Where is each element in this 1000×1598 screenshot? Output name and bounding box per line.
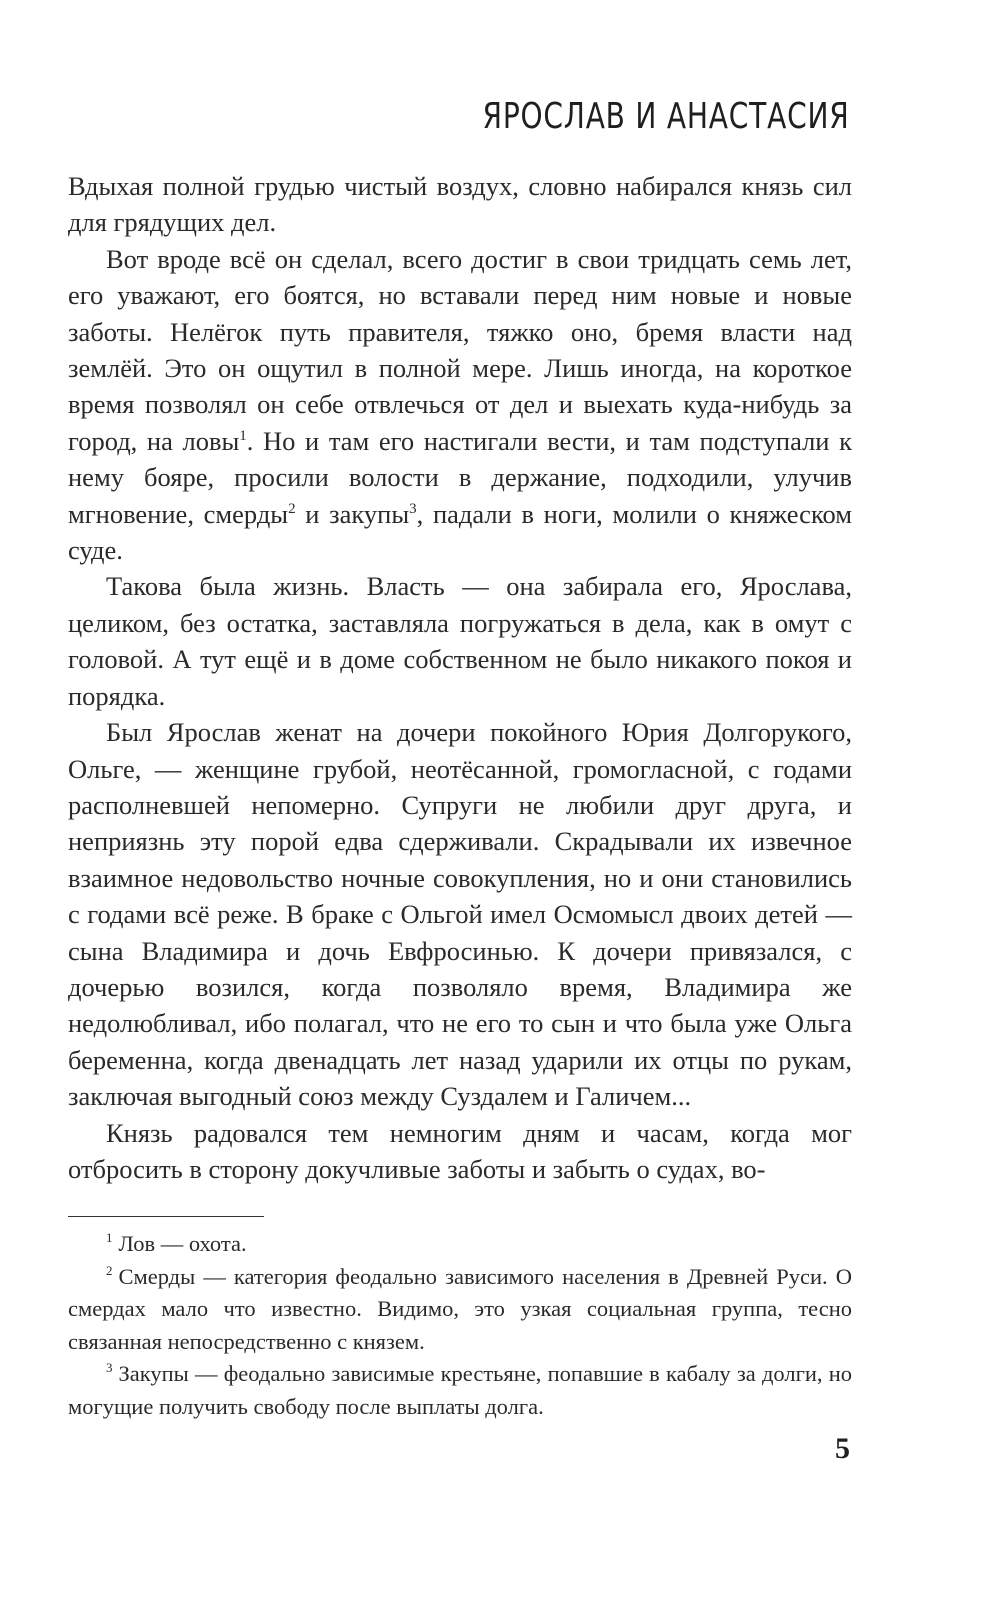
footnote-mark-3: 3: [106, 1360, 113, 1375]
running-head: ЯРОСЛАВ И АНАСТАСИЯ: [482, 96, 850, 137]
paragraph-2-part-3: и закупы: [295, 498, 410, 529]
paragraph-5: Князь радовался тем немногим дням и часам, когда мог отбросить в сторону докучливые заботы и забыть о судах, во-: [68, 1117, 852, 1184]
footnote-text-1: Лов — охота.: [118, 1231, 247, 1256]
footnote-1: [68, 1228, 852, 1261]
footnote-3: [68, 1358, 852, 1423]
footnote-ref-3: 3: [409, 500, 417, 517]
footnote-mark-1: 1: [106, 1230, 113, 1245]
paragraph-4: Был Ярослав женат на дочери покойного Юрия Долгорукого, Ольге, — женщине грубой, неотёсанной, громогласной, с годами располневшей непомерно. Супруги не любили друг друга, и неприязнь эту порой едва сдерживали. Скрадывали их извечное взаимное недовольство ночные совокупления, но и они становились с годами всё реже. В браке с Ольгой имел Осмомысл двоих детей — сына Владимира и дочь Евфросинью. К дочери привязался, с дочерью возился, когда позволяло время, Владимира же недолюбливал, ибо полагал, что не его то сын и что была уже Ольга беременна, когда двенадцать лет назад ударили их отцы по рукам, заключая выгодный союз между Суздалем и Галичем...: [68, 717, 852, 1112]
paragraph-2-part-1: Вот вроде всё он сделал, всего достиг в свои тридцать семь лет, его уважают, его боятся, но вставали перед ним новые и новые заботы. Нелёгок путь правителя, тяжко оно, бремя власти над землёй. Это он ощутил в полной мере. Лишь иногда, на короткое время позволял он себе отвлечься от дел и выехать куда-нибудь за город, на ловы: [68, 243, 852, 456]
page-number: 5: [835, 1432, 850, 1465]
paragraph-2-part-2: . Но и там его настигали вести, и там подступали к нему бояре, просили волости в держание, подходили, улучив мгновение, смерды: [68, 425, 852, 529]
footnote-mark-2: 2: [106, 1262, 113, 1278]
footnote-ref-1: 1: [239, 427, 247, 444]
footnote-2: [68, 1261, 852, 1359]
footnote-text-3: Закупы — феодально зависимые крестьяне, попавшие в кабалу за долги, но могущие получить свободу после выплаты долга.: [68, 1361, 852, 1419]
footnote-text-2: Смерды — категория феодально зависимого населения в Древней Руси. О смердах мало что известно. Видимо, это узкая социальная группа, тесно связанная непосредственно с князем.: [68, 1263, 852, 1354]
footnote-separator: [68, 1216, 264, 1217]
paragraph-1: Вдыхая полной грудью чистый воздух, словно набирался князь сил для грядущих дел.: [68, 171, 852, 238]
footnotes: [68, 1228, 852, 1423]
paragraph-2: [68, 241, 852, 569]
footnote-ref-2: 2: [288, 500, 296, 517]
main-text: [68, 168, 852, 1187]
paragraph-3: Такова была жизнь. Власть — она забирала его, Ярослава, целиком, без остатка, заставляла погружаться в дела, как в омут с головой. А тут ещё и в доме собственном не было никакого покоя и порядка.: [68, 571, 852, 711]
paragraph-2-part-4: , падали в ноги, молили о княжеском суде.: [68, 498, 852, 566]
